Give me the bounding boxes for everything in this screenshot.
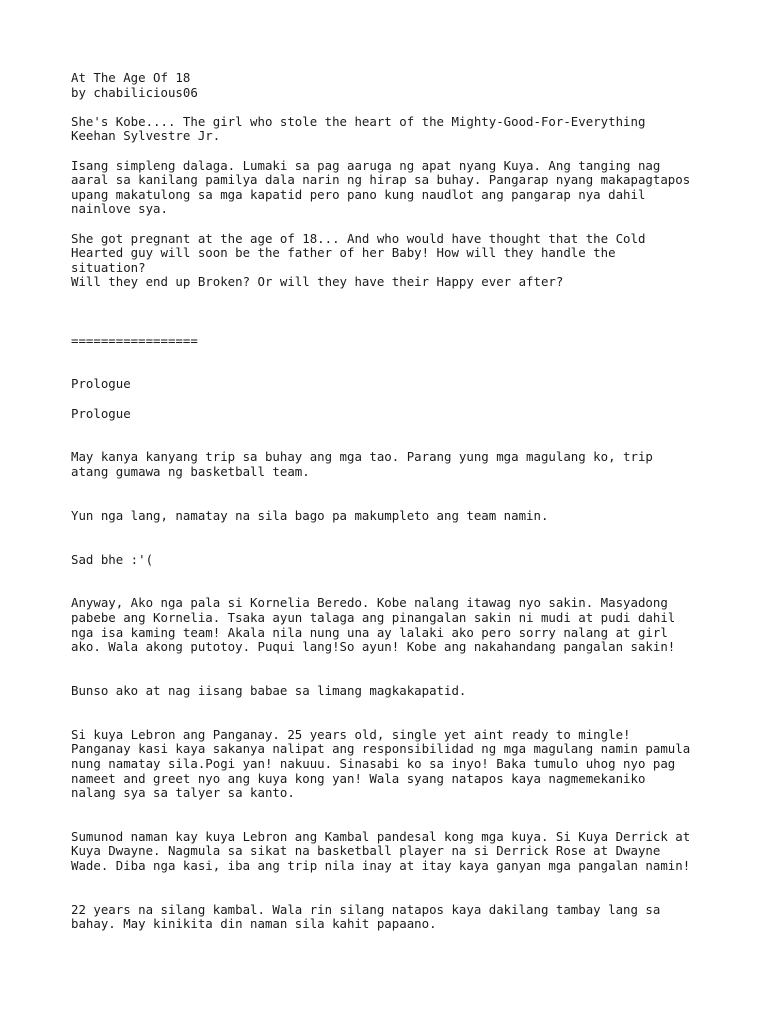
paragraph-line: Yun nga lang, namatay na sila bago pa makumpleto ang team namin. [71, 507, 549, 523]
story-title: At The Age Of 18 [71, 70, 191, 85]
blurb-line: situation? [71, 259, 146, 275]
paragraph-line: ako. Wala akong putotoy. Puqui lang!So ayun! Kobe ang nakahandang pangalan sakin! [71, 639, 676, 655]
paragraph-line: Kuya Dwayne. Nagmula sa sikat na basketball player na si Derrick Rose at Dwayne [71, 843, 661, 859]
paragraph-line: nameet and greet nyo ang kuya kong yan! Wala syang natapos kaya nagmemekaniko [71, 770, 646, 786]
author-line: by chabilicious06 [71, 84, 198, 100]
paragraph-line: nalang sya sa talyer sa kanto. [71, 785, 295, 801]
blurb-line: upang makatulong sa mga kapatid pero pano kung naudlot ang pangarap nya dahil [71, 186, 646, 202]
blurb-line: She's Kobe.... The girl who stole the heart of the Mighty-Good-For-Everything [71, 113, 646, 129]
document-page [71, 71, 731, 932]
blurb-line: Isang simpleng dalaga. Lumaki sa pag aaruga ng apat nyang Kuya. Ang tanging nag [71, 157, 661, 173]
paragraph-line: bahay. May kinikita din naman sila kahit papaano. [71, 916, 437, 932]
paragraph-line: pabebe ang Kornelia. Tsaka ayun talaga ang pinangalan sakin ni mudi at pudi dahil [71, 609, 676, 625]
blurb-line: nainlove sya. [71, 201, 168, 217]
chapter-heading: Prologue [71, 405, 131, 421]
blurb-line: Hearted guy will soon be the father of her Baby! How will they handle the [71, 245, 616, 261]
paragraph-line: Si kuya Lebron ang Panganay. 25 years old, single yet aint ready to mingle! [71, 726, 631, 742]
paragraph-line: nga isa kaming team! Akala nila nung una ay lalaki ako pero sorry nalang at girl [71, 624, 668, 640]
paragraph-line: Anyway, Ako nga pala si Kornelia Beredo. Kobe nalang itawag nyo sakin. Masyadong [71, 595, 668, 611]
paragraph-line: nung namatay sila.Pogi yan! nakuuu. Sinasabi ko sa inyo! Baka tumulo uhog nyo pag [71, 755, 676, 771]
blurb-line: Keehan Sylvestre Jr. [71, 128, 221, 144]
blurb-line: aaral sa kanilang pamilya dala narin ng hirap sa buhay. Pangarap nyang makapagtapos [71, 172, 691, 188]
paragraph-line: Sad bhe :'( [71, 551, 154, 567]
paragraph-line: atang gumawa ng basketball team. [71, 464, 310, 480]
blurb-line: She got pregnant at the age of 18... And who would have thought that the Cold [71, 230, 646, 246]
paragraph-line: Wade. Diba nga kasi, iba ang trip nila inay at itay kaya ganyan mga pangalan namin! [71, 858, 691, 874]
paragraph-line: Bunso ako at nag iisang babae sa limang magkakapatid. [71, 682, 467, 698]
paragraph-line: May kanya kanyang trip sa buhay ang mga tao. Parang yung mga magulang ko, trip [71, 449, 653, 465]
chapter-heading: Prologue [71, 376, 131, 392]
separator: ================= [71, 332, 198, 348]
paragraph-line: 22 years na silang kambal. Wala rin silang natapos kaya dakilang tambay lang sa [71, 901, 661, 917]
paragraph-line: Panganay kasi kaya sakanya nalipat ang responsibilidad ng mga magulang namin pamula [71, 741, 691, 757]
blurb-line: Will they end up Broken? Or will they have their Happy ever after? [71, 274, 564, 290]
paragraph-line: Sumunod naman kay kuya Lebron ang Kambal pandesal kong mga kuya. Si Kuya Derrick at [71, 828, 691, 844]
